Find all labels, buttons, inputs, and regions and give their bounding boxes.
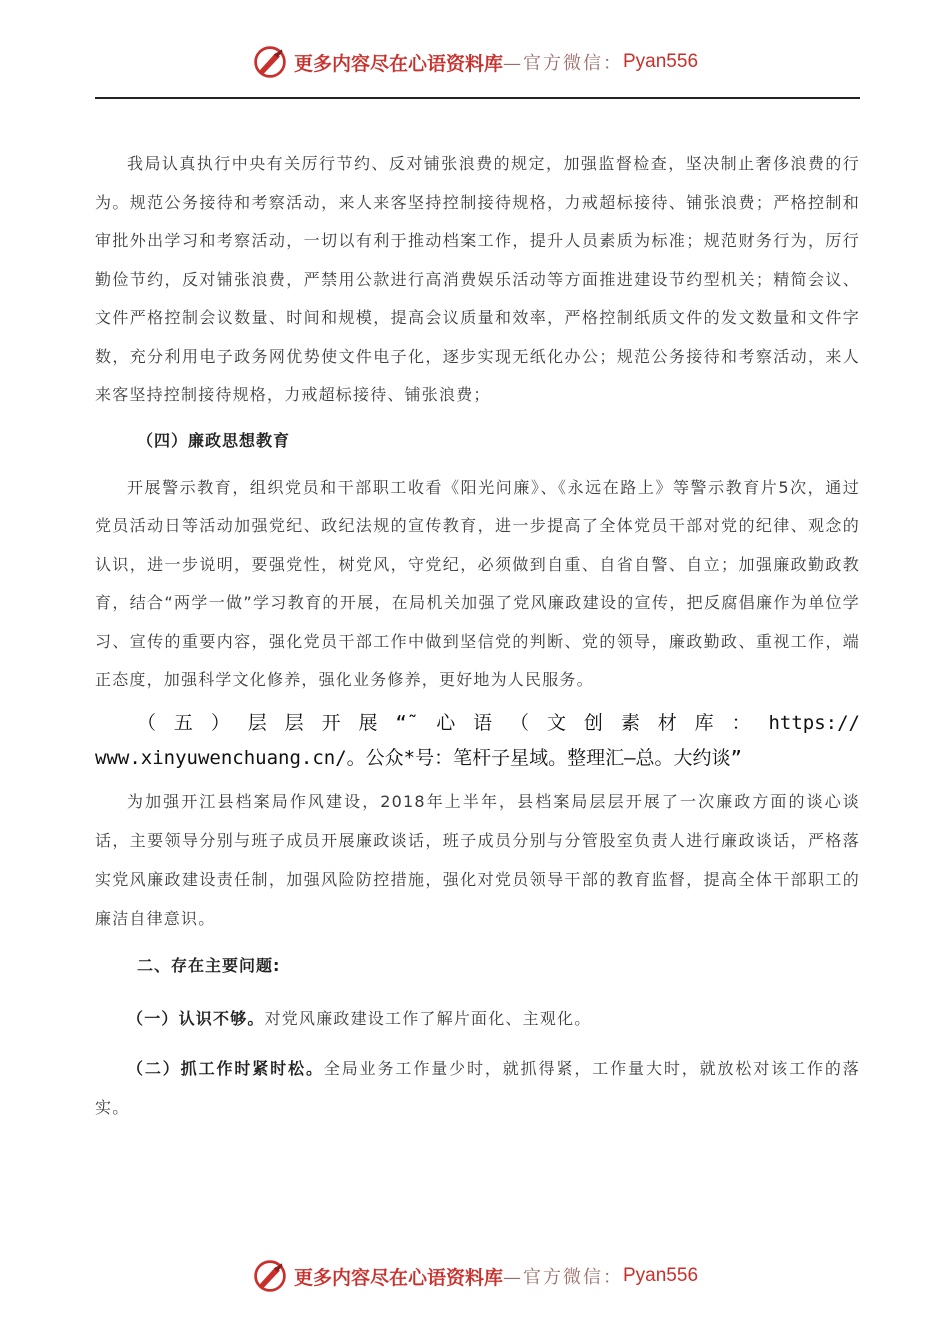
header-rule — [95, 97, 860, 99]
footer-banner-title: 更多内容尽在心语资料库 — [293, 1266, 503, 1289]
header-banner — [0, 40, 950, 84]
problem-1-text: 对党风廉政建设工作了解片面化、主观化。 — [264, 1008, 592, 1028]
section-heading-problems: 二、存在主要问题: — [137, 955, 281, 975]
heading-five-line1: （五）层层开展“˜心语（文创素材库：https:// — [137, 711, 860, 734]
banner-wechat-id: Pyan556 — [623, 51, 699, 72]
banner-separator: —官方微信： — [503, 53, 623, 74]
problem-2-text: 全局业务工作量少时，就抓得紧，工作量大时，就放松对该工作的落实。 — [95, 1059, 860, 1117]
problem-item-2 — [95, 1050, 860, 1127]
banner-title: 更多内容尽在心语资料库 — [293, 52, 503, 75]
paragraph-education: 开展警示教育，组织党员和干部职工收看《阳光问廉》、《永远在路上》等警示教育片5次，通过党员活动日等活动加强党纪、政纪法规的宣传教育，进一步提高了全体党员干部对党的纪律、观念的认识，进一步说明，要强党性，树党风，守党纪，必须做到自重、自省自警、自立；加强廉政勤政教育，结合“两学一做”学习教育的开展，在局机关加强了党风廉政建设的宣传，把反腐倡廉作为单位学习、宣传的重要内容，强化党员干部工作中做到坚信党的判断、党的领导，廉政勤政、重视工作，端正态度，加强科学文化修养，强化业务修养，更好地为人民服务。 — [95, 477, 860, 689]
section-heading-four: （四）廉政思想教育 — [137, 430, 291, 450]
footer-banner-separator: —官方微信： — [503, 1267, 623, 1288]
paragraph-talks: 为加强开江县档案局作风建设，2018年上半年，县档案局层层开展了一次廉政方面的谈心谈话，主要领导分别与班子成员开展廉政谈话，班子成员分别与分管股室负责人进行廉政谈话，严格落实党风廉政建设责任制，加强风险防控措施，强化对党员领导干部的教育监督，提高全体干部职工的廉洁自律意识。 — [95, 791, 860, 928]
footer-banner — [0, 1254, 950, 1298]
pen-logo-icon — [252, 44, 288, 80]
section-heading-five — [95, 706, 860, 776]
document-body — [95, 145, 860, 1127]
heading-five-line2: www.xinyuwenchuang.cn/。公众*号：笔杆子星域。整理汇—总。大约谈” — [95, 746, 742, 769]
footer-banner-wechat-id: Pyan556 — [623, 1265, 699, 1286]
paragraph-frugality: 我局认真执行中央有关厉行节约、反对铺张浪费的规定，加强监督检查，坚决制止奢侈浪费的行为。规范公务接待和考察活动，来人来客坚持控制接待规格，力戒超标接待、铺张浪费；严格控制和审批外出学习和考察活动，一切以有利于推动档案工作，提升人员素质为标准；规范财务行为，厉行勤俭节约，反对铺张浪费，严禁用公款进行高消费娱乐活动等方面推进建设节约型机关；精简会议、文件严格控制会议数量、时间和规模，提高会议质量和效率，严格控制纸质文件的发文数量和文件字数，充分利用电子政务网优势使文件电子化，逐步实现无纸化办公；规范公务接待和考察活动，来人来客坚持控制接待规格，力戒超标接待、铺张浪费； — [95, 154, 860, 404]
problem-2-title: （二）抓工作时紧时松。 — [127, 1059, 324, 1078]
problem-1-title: （一）认识不够。 — [127, 1008, 265, 1028]
pen-logo-icon — [252, 1258, 288, 1294]
problem-item-1 — [95, 1000, 860, 1039]
